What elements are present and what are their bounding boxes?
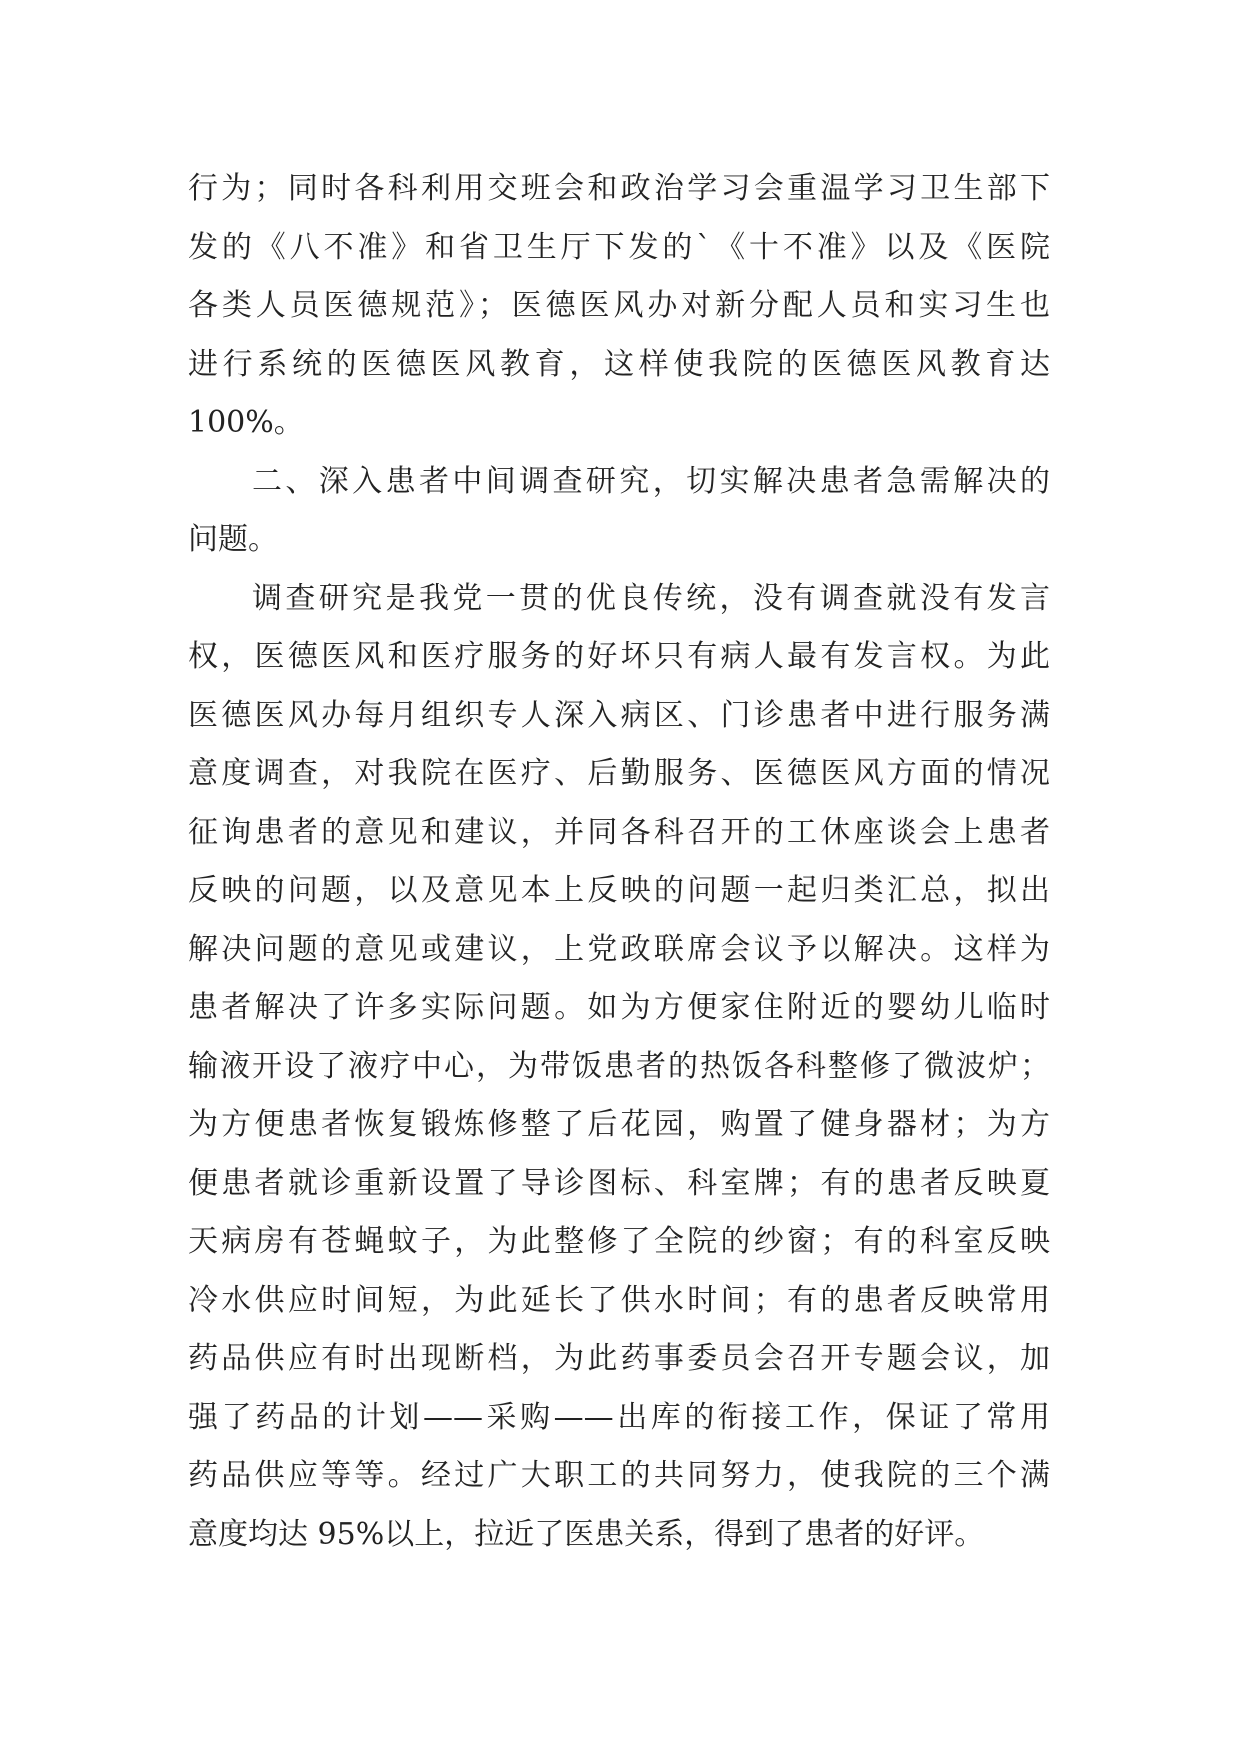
text-line: 意度均达 95%以上，拉近了医患关系，得到了患者的好评。 [188, 1516, 985, 1552]
text-line: 发的《八不准》和省卫生厅下发的`《十不准》以及《医院 [188, 229, 1050, 265]
text-line: 各类人员医德规范》；医德医风办对新分配人员和实习生也 [188, 288, 1050, 323]
text-line: 天病房有苍蝇蚊子，为此整修了全院的纱窗；有的科室反映 [188, 1224, 1050, 1259]
text-line: 患者解决了许多实际问题。如为方便家住附近的婴幼儿临时 [188, 990, 1050, 1025]
text-line: 冷水供应时间短，为此延长了供水时间；有的患者反映常用 [188, 1282, 1050, 1318]
text-line: 医德医风办每月组织专人深入病区、门诊患者中进行服务满 [188, 697, 1050, 733]
text-line: 权，医德医风和医疗服务的好坏只有病人最有发言权。为此 [188, 639, 1050, 674]
text-line: 为方便患者恢复锻炼修整了后花园，购置了健身器材；为方 [188, 1107, 1050, 1142]
text-line: 解决问题的意见或建议，上党政联席会议予以解决。这样为 [188, 931, 1050, 967]
text-line: 药品供应有时出现断档，为此药事委员会召开专题会议，加 [188, 1341, 1050, 1376]
text-line: 调查研究是我党一贯的优良传统，没有调查就没有发言 [252, 580, 1050, 616]
text-line: 强了药品的计划——采购——出库的衔接工作，保证了常用 [188, 1399, 1050, 1435]
text-line: 便患者就诊重新设置了导诊图标、科室牌；有的患者反映夏 [188, 1165, 1050, 1201]
text-line: 二、深入患者中间调查研究，切实解决患者急需解决的 [252, 463, 1050, 499]
paragraph [188, 570, 1050, 1565]
text-line: 行为；同时各科利用交班会和政治学习会重温学习卫生部下 [188, 171, 1050, 206]
text-line: 药品供应等等。经过广大职工的共同努力，使我院的三个满 [188, 1458, 1050, 1493]
paragraph [188, 160, 1050, 453]
text-line: 反映的问题，以及意见本上反映的问题一起归类汇总，拟出 [188, 873, 1050, 908]
text-line: 意度调查，对我院在医疗、后勤服务、医德医风方面的情况 [188, 756, 1050, 791]
text-line: 100%。 [188, 405, 304, 440]
text-line: 征询患者的意见和建议，并同各科召开的工休座谈会上患者 [188, 814, 1050, 850]
text-line: 进行系统的医德医风教育，这样使我院的医德医风教育达 [188, 346, 1050, 382]
document-body [188, 160, 1050, 1564]
section-heading [188, 453, 1050, 570]
text-line: 输液开设了液疗中心，为带饭患者的热饭各科整修了微波炉； [188, 1048, 1050, 1084]
text-line: 问题。 [188, 522, 278, 557]
